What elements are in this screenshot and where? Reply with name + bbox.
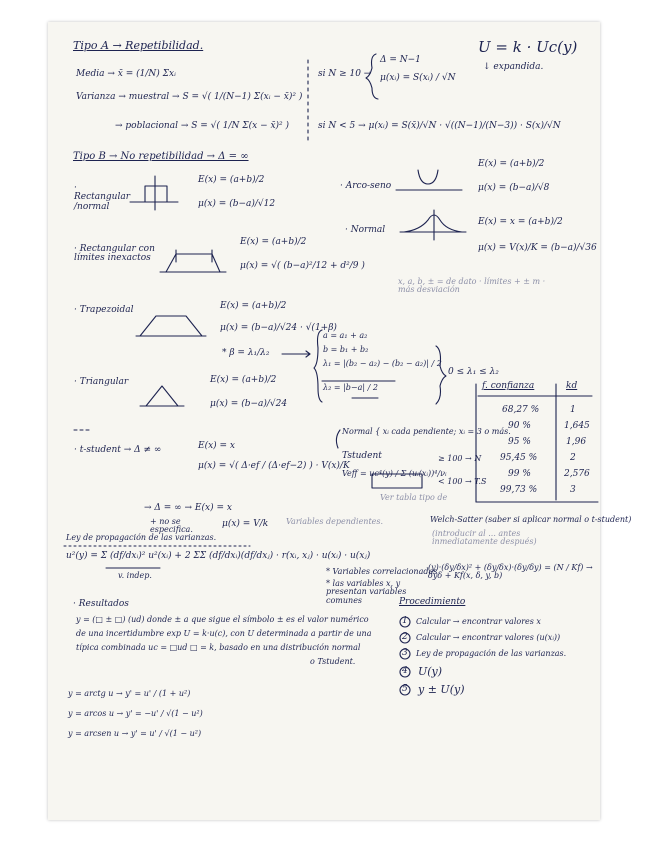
derivada-arctg: y = arctg u → y' = u' / (1 + u²) (68, 689, 191, 698)
table-cell-pct: 68,27 % (502, 405, 540, 415)
table-cell-k: 1,645 (564, 421, 590, 431)
tipo-a-title: Tipo A → Repetibilidad. (73, 39, 204, 52)
propagacion-title: Ley de propagación de las varianzas. (66, 533, 217, 542)
t-student-mu: μ(x) = √( Δ·ef / (Δ·ef−2) ) · V(x)/K (198, 461, 350, 471)
varianza-poblacional: → poblacional → S = √( 1/N Σ(x − x̄)² ) (115, 121, 290, 131)
table-header-confianza: f. confianza (482, 381, 535, 391)
table-cell-pct: 90 % (508, 421, 531, 431)
indep-label: v. indep. (118, 571, 152, 580)
tipo-b-title: Tipo B → No repetibilidad → Δ = ∞ (73, 151, 249, 162)
comunes-note: * las variables x, y presentan variables comunes (326, 579, 407, 605)
nota-datos: x, a, b, ± = de dato · límites + ± m · más desviación (398, 277, 546, 295)
trapezoidal-cond: 0 ≤ λ₁ ≤ λ₂ (448, 367, 499, 377)
t-no-se-especifica: + no se especifica. (150, 517, 193, 535)
t-student-e: E(x) = x (198, 441, 236, 451)
media-formula: Media → x̄ = (1/N) Σxᵢ (76, 69, 176, 79)
dependientes-label: Variables dependientes. (286, 517, 384, 526)
table-cell-k: 2 (570, 453, 576, 463)
t-student-word: Tstudent (342, 451, 382, 461)
table-cell-k: 2,576 (564, 469, 590, 479)
trapezoidal-sys-l2: λ₂ = |b−a| / 2 (323, 383, 378, 392)
trapezoidal-e: E(x) = (a+b)/2 (220, 301, 287, 311)
varianza-muestral: Varianza → muestral → S = √( 1/(N−1) Σ(xᵢ − x̄)² ) (76, 92, 303, 102)
trapezoidal-sys-l1: λ₁ = |(b₂ − a₂) − (b₂ − a₂)| / 2 (323, 359, 442, 368)
derivada-arcsen: y = arcsen u → y' = u' / √(1 − u²) (68, 729, 202, 738)
resultados-line1: y = (□ ± □) (ud) donde ± a que sigue el símbolo ± es el valor numérico (76, 615, 369, 624)
step-text: Calcular → encontrar valores x (416, 617, 541, 626)
rectangular-e: E(x) = (a+b)/2 (198, 175, 265, 185)
normal-mu: μ(x) = V(x)/K = (b−a)/√36 (478, 243, 597, 253)
triangular-label: · Triangular (74, 377, 129, 387)
correlacionadas-note: * Variables correlacionadas (326, 567, 438, 576)
t-normal-note: Normal { xᵢ cada pendiente; xᵢ = 3 o más. (342, 427, 511, 436)
table-cell-k: 1,96 (566, 437, 587, 447)
confidence-table (474, 382, 594, 504)
derivada-arcos: y = arcos u → y' = −u' / √(1 − u²) (68, 709, 203, 718)
table-cell-pct: 99 % (508, 469, 531, 479)
n-mayor-10: si N ≥ 10 → (318, 69, 372, 79)
procedimiento-title: Procedimiento (399, 597, 466, 607)
arcoseno-e: E(x) = (a+b)/2 (478, 159, 545, 169)
t-lt-100: < 100 → T.S (438, 477, 487, 486)
expandida-label: ↓ expandida. (483, 62, 544, 72)
trapezoidal-sys-b: b = b₁ + b₂ (323, 345, 369, 354)
resultados-line2: de una incertidumbre exp U = k·u(c), con U determinada a partir de una (76, 629, 372, 638)
trapezoidal-sys-a: a = a₁ + a₂ (323, 331, 368, 340)
welch-sub: (introducir al ... antes inmediatamente después) (432, 529, 537, 547)
trapezoidal-label: · Trapezoidal (74, 305, 134, 315)
t-student-label: · t-student → Δ ≠ ∞ (74, 445, 162, 455)
n-mayor-mu: μ(xᵢ) = S(xᵢ) / √N (380, 73, 456, 83)
rectangular-mu: μ(x) = (b−a)/√12 (198, 199, 276, 209)
limites-e: E(x) = (a+b)/2 (240, 237, 307, 247)
table-cell-pct: 99,73 % (500, 485, 538, 495)
step-text: y ± U(y) (418, 683, 465, 696)
table-cell-k: 3 (570, 485, 576, 495)
arcoseno-mu: μ(x) = (b−a)/√8 (478, 183, 550, 193)
trapezoidal-mu: μ(x) = (b−a)/√24 · √(1+β) (220, 323, 337, 333)
t-infinity: → Δ = ∞ → E(x) = x (144, 503, 232, 513)
normal-label: · Normal (345, 225, 386, 235)
step-number: 5 (402, 684, 408, 694)
step-number: 3 (402, 648, 408, 658)
t-note: Ver tabla tipo de (380, 493, 448, 502)
matrix-formula: (y)·(δy/δx)² + (δy/δx)·(δy/δy) = (N / Kf) → δyδ + Kf(x, δ, y, b) (428, 563, 593, 581)
triangular-e: E(x) = (a+b)/2 (210, 375, 277, 385)
trapezoidal-beta: * β = λ₁/λ₂ (222, 348, 270, 358)
normal-e: E(x) = x = (a+b)/2 (478, 217, 563, 227)
table-header-kd: kd (566, 381, 578, 391)
t-veff: Veff = uc⁴(y) / Σ (uᵢ(xᵢ))⁴/νᵢ (342, 469, 447, 478)
t-infinity-mu: μ(x) = V/k (222, 519, 269, 529)
table-cell-k: 1 (570, 405, 576, 415)
step-text: U(y) (418, 665, 443, 678)
table-cell-pct: 95 % (508, 437, 531, 447)
step-text: Calcular → encontrar valores (u(xᵢ)) (416, 633, 561, 642)
propagacion-formula: u²(y) = Σ (df/dxᵢ)² u²(xᵢ) + 2 ΣΣ (df/dxᵢ)(df/dxⱼ) · r(xᵢ, xⱼ) · u(xᵢ) · u(xⱼ) (66, 551, 371, 561)
resultados-line4: o Tstudent. (310, 657, 356, 666)
step-number: 1 (402, 616, 408, 626)
step-text: Ley de propagación de las varianzas. (416, 649, 567, 658)
resultados-line3: típica combinada uc = □ud □ = k, basado en una distribución normal (76, 643, 361, 652)
rectangular-label: · Rectangular /normal (74, 183, 131, 212)
resultados-title: · Resultados (73, 599, 129, 609)
formula-expandida: U = k · Uc(y) (478, 38, 578, 56)
step-number: 4 (402, 666, 408, 676)
step-number: 2 (402, 632, 408, 642)
table-cell-pct: 95,45 % (500, 453, 538, 463)
triangular-mu: μ(x) = (b−a)/√24 (210, 399, 288, 409)
arcoseno-label: · Arco-seno (340, 181, 392, 191)
welch-satter: Welch-Satter (saber si aplicar normal o t-student) (430, 515, 632, 524)
t-ge-100: ≥ 100 → N (438, 454, 482, 463)
n-menor-5: si N < 5 → μ(xᵢ) = S(x̄)/√N · √((N−1)/(N−3)) · S(x)/√N (318, 121, 561, 131)
limites-mu: μ(x) = √( (b−a)²/12 + d²/9 ) (240, 261, 365, 271)
n-mayor-delta: Δ = N−1 (380, 55, 421, 65)
limites-inexactos-label: · Rectangular con límites inexactos (74, 244, 155, 264)
